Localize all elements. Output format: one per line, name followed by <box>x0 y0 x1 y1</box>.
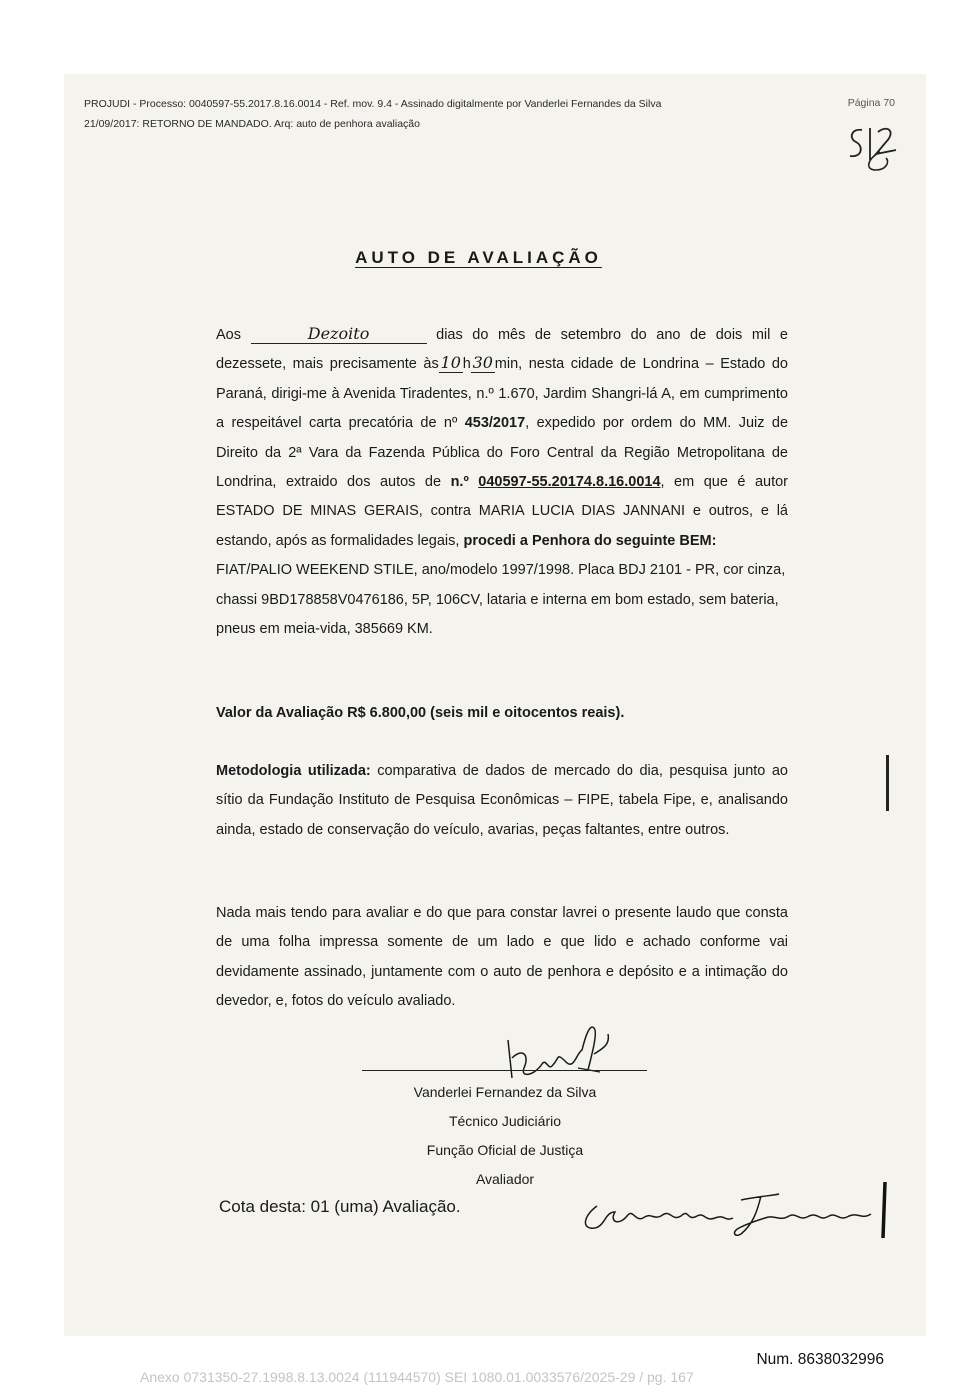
document-title: AUTO DE AVALIAÇÃO <box>355 248 602 267</box>
methodology-paragraph: Metodologia utilizada: comparativa de dados de mercado do dia, pesquisa junto ao sítio da Fundação Instituto de Pesquisa Econômicas – FIPE, tabela Fipe, e, analisando ainda, estado de conservação do veículo, avarias, peças faltantes, entre outros. <box>216 763 788 838</box>
signer-function: Função Oficial de Justiça <box>426 1142 584 1158</box>
signer-title: Avaliador <box>475 1171 535 1187</box>
cota-note: Cota desta: 01 (uma) Avaliação. <box>219 1197 461 1216</box>
process-number: 040597-55.20174.8.16.0014 <box>478 474 661 491</box>
page-label: Página 70 <box>847 97 895 109</box>
signature-line <box>362 1070 647 1071</box>
signer-name: Vanderlei Fernandez da Silva <box>413 1084 597 1100</box>
handwritten-folio-512 <box>842 118 902 180</box>
day-handwritten: Dezoito <box>251 325 427 344</box>
second-signature-scribble <box>575 1178 895 1244</box>
header-line-1: PROJUDI - Processo: 0040597-55.2017.8.16.0014 - Ref. mov. 9.4 - Assinado digitalmente por Vanderlei Fernandes da Silva <box>84 98 662 110</box>
minute-handwritten: 30 <box>472 353 493 373</box>
signer-role: Técnico Judiciário <box>448 1113 562 1129</box>
hour-handwritten: 10 <box>440 353 461 373</box>
vehicle-description: FIAT/PALIO WEEKEND STILE, ano/modelo 1997/1998. Placa BDJ 2101 - PR, cor cinza, chassi 9BD178858V0476186, 5P, 106CV, lataria e interna em bom estado, sem bateria, pneus em meia-vida, 385669 KM. <box>216 562 786 638</box>
header-line-2: 21/09/2017: RETORNO DE MANDADO. Arq: auto de penhora avaliação <box>84 118 420 130</box>
valuation-amount: Valor da Avaliação R$ 6.800,00 (seis mil e oitocentos reais). <box>216 705 625 721</box>
intro-paragraph: Aos Dezoito dias do mês de setembro do ano de dois mil e dezessete, mais precisamente às 10 h 30 min, nesta cidade de Londrina – Estado do Paraná, dirigi-me à Avenida Tiradentes, n.º 1.670, Jardim Shangri-lá A, em cumprimento a respeitável carta precatória de nº 453/2017, expedido por ordem do MM. Juiz de Direito da 2ª Vara da Fazenda Pública do Foro Central da Região Metropolitana de Londrina, extraido dos autos de n.º 040597-55.20174.8.16.0014, em que é autor ESTADO DE MINAS GERAIS, contra MARIA LUCIA DIAS JANNANI e outros, e lá estando, após as formalidades legais, procedi a Penhora do seguinte BEM: FIAT/PALIO WEEKEND STILE, ano/modelo 1997/1998. Placa BDJ 2101 - PR, cor cinza, chassi 9BD178858V0476186, 5P, 106CV, lataria e interna em bom estado, sem bateria, pneus em meia-vida, 385669 KM. <box>216 321 788 644</box>
signature-block <box>360 1078 650 1194</box>
scan-mark <box>886 755 889 811</box>
footer-annex: Anexo 0731350-27.1998.8.13.0024 (111944570) SEI 1080.01.0033576/2025-29 / pg. 167 <box>140 1369 694 1385</box>
penhora-statement: procedi a Penhora do seguinte BEM: <box>463 532 717 549</box>
precatoria-number: 453/2017 <box>464 415 526 432</box>
closing-paragraph: Nada mais tendo para avaliar e do que para constar lavrei o presente laudo que consta de uma folha impressa somente de um lado e que lido e achado conforme vai devidamente assinado, juntamente com o auto de penhora e depósito e a intimação do devedor, e, fotos do veículo avaliado. <box>216 905 788 1010</box>
document-number: Num. 8638032996 <box>756 1351 884 1368</box>
